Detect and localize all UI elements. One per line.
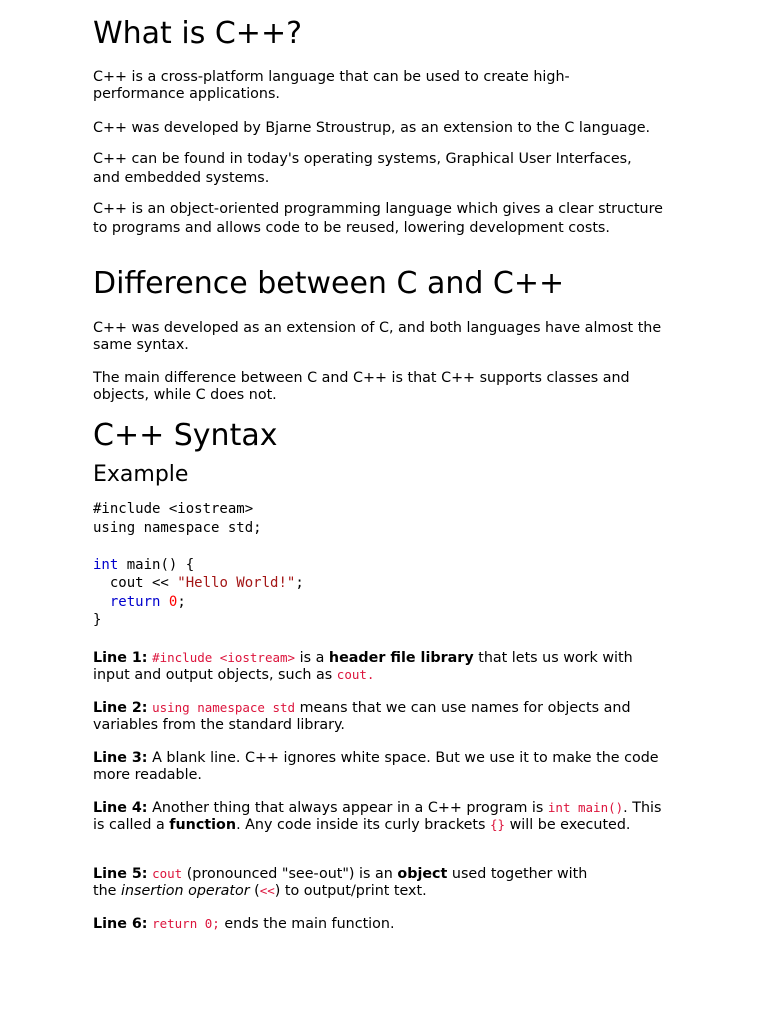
explanation-line-1 [93, 650, 663, 683]
code-keyword: return [109, 593, 161, 610]
code-text: ; [177, 593, 186, 610]
code-line-4 [93, 556, 683, 575]
explanation-text: ( [249, 882, 260, 899]
line-label: Line 2: [93, 700, 148, 716]
explanation-text: ) to output/print text. [274, 882, 427, 899]
explanation-text: . This is called a [93, 800, 662, 833]
code-text [160, 594, 168, 610]
line-label: Line 3: [93, 750, 148, 766]
code-line-1: #include <iostream> [93, 501, 254, 517]
explanation-text: used together with the [93, 866, 588, 899]
inline-code: using namespace std [152, 700, 296, 715]
inline-code: int main() [547, 800, 624, 815]
explanation-text: means that we can use names for objects and variables from the standard library. [93, 700, 631, 733]
inline-code: cout. [336, 666, 375, 682]
heading-difference: Difference between C and C++ [93, 266, 565, 301]
bold-term: function [169, 816, 237, 833]
line-label: Line 6: [93, 916, 148, 932]
heading-syntax: C++ Syntax [93, 418, 278, 453]
paragraph-developer: C++ was developed by Bjarne Stroustrup, as an extension to the C language. [93, 120, 651, 136]
paragraph-found-in: C++ can be found in today's operating systems, Graphical User Interfaces, and embedded systems. [93, 151, 632, 186]
heading-what-is-cpp: What is C++? [93, 16, 303, 51]
inline-code: {} [489, 816, 506, 832]
explanation-text: that lets us work with input and output objects, such as [93, 650, 633, 683]
inline-code: #include <iostream> [152, 650, 296, 665]
code-text: cout << [93, 575, 178, 591]
subheading-example: Example [93, 462, 189, 487]
inline-code: << [259, 882, 275, 898]
code-line-5 [93, 574, 683, 593]
explanation-line-5 [93, 866, 613, 899]
code-example [93, 500, 683, 630]
paragraph-intro: C++ is a cross-platform language that can be used to create high-performance applications. [93, 69, 570, 102]
code-keyword: int [93, 556, 119, 573]
explanation-line-3 [93, 750, 663, 783]
inline-code: return 0; [152, 916, 220, 931]
line-label: Line 4: [93, 800, 148, 816]
code-number: 0 [168, 593, 178, 610]
explanation-line-6 [93, 916, 663, 933]
explanation-text: is a [295, 650, 329, 666]
explanation-text: Another thing that always appear in a C++ program is [147, 800, 548, 816]
explanation-text: (pronounced "see-out") is an [182, 866, 398, 882]
line-label: Line 5: [93, 866, 148, 882]
code-text [93, 594, 110, 610]
code-line-7: } [93, 612, 102, 628]
paragraph-main-difference: The main difference between C and C++ is that C++ supports classes and objects, while C does not. [93, 370, 630, 403]
code-text: ; [295, 575, 304, 591]
explanation-text: will be executed. [505, 816, 631, 833]
code-line-2: using namespace std; [93, 519, 262, 536]
inline-code: cout [152, 866, 183, 881]
paragraph-extension: C++ was developed as an extension of C, and both languages have almost the same syntax. [93, 320, 662, 353]
code-string: "Hello World!" [177, 575, 296, 591]
bold-term: header file library [328, 650, 474, 666]
italic-term: insertion operator [121, 882, 250, 899]
explanation-line-4 [93, 800, 663, 833]
code-text: main() { [118, 556, 195, 573]
explanation-text: ends the main function. [219, 916, 395, 932]
code-line-6 [93, 593, 683, 612]
explanation-text: . Any code inside its curly brackets [236, 816, 490, 833]
explanation-line-2 [93, 700, 663, 733]
paragraph-oop: C++ is an object-oriented programming language which gives a clear structure to programs and allows code to be reused, lowering development costs. [93, 201, 663, 236]
code-line-3 [93, 537, 683, 556]
bold-term: object [397, 866, 448, 882]
explanation-text: A blank line. C++ ignores white space. But we use it to make the code more readable. [93, 750, 659, 783]
line-label: Line 1: [93, 650, 148, 666]
